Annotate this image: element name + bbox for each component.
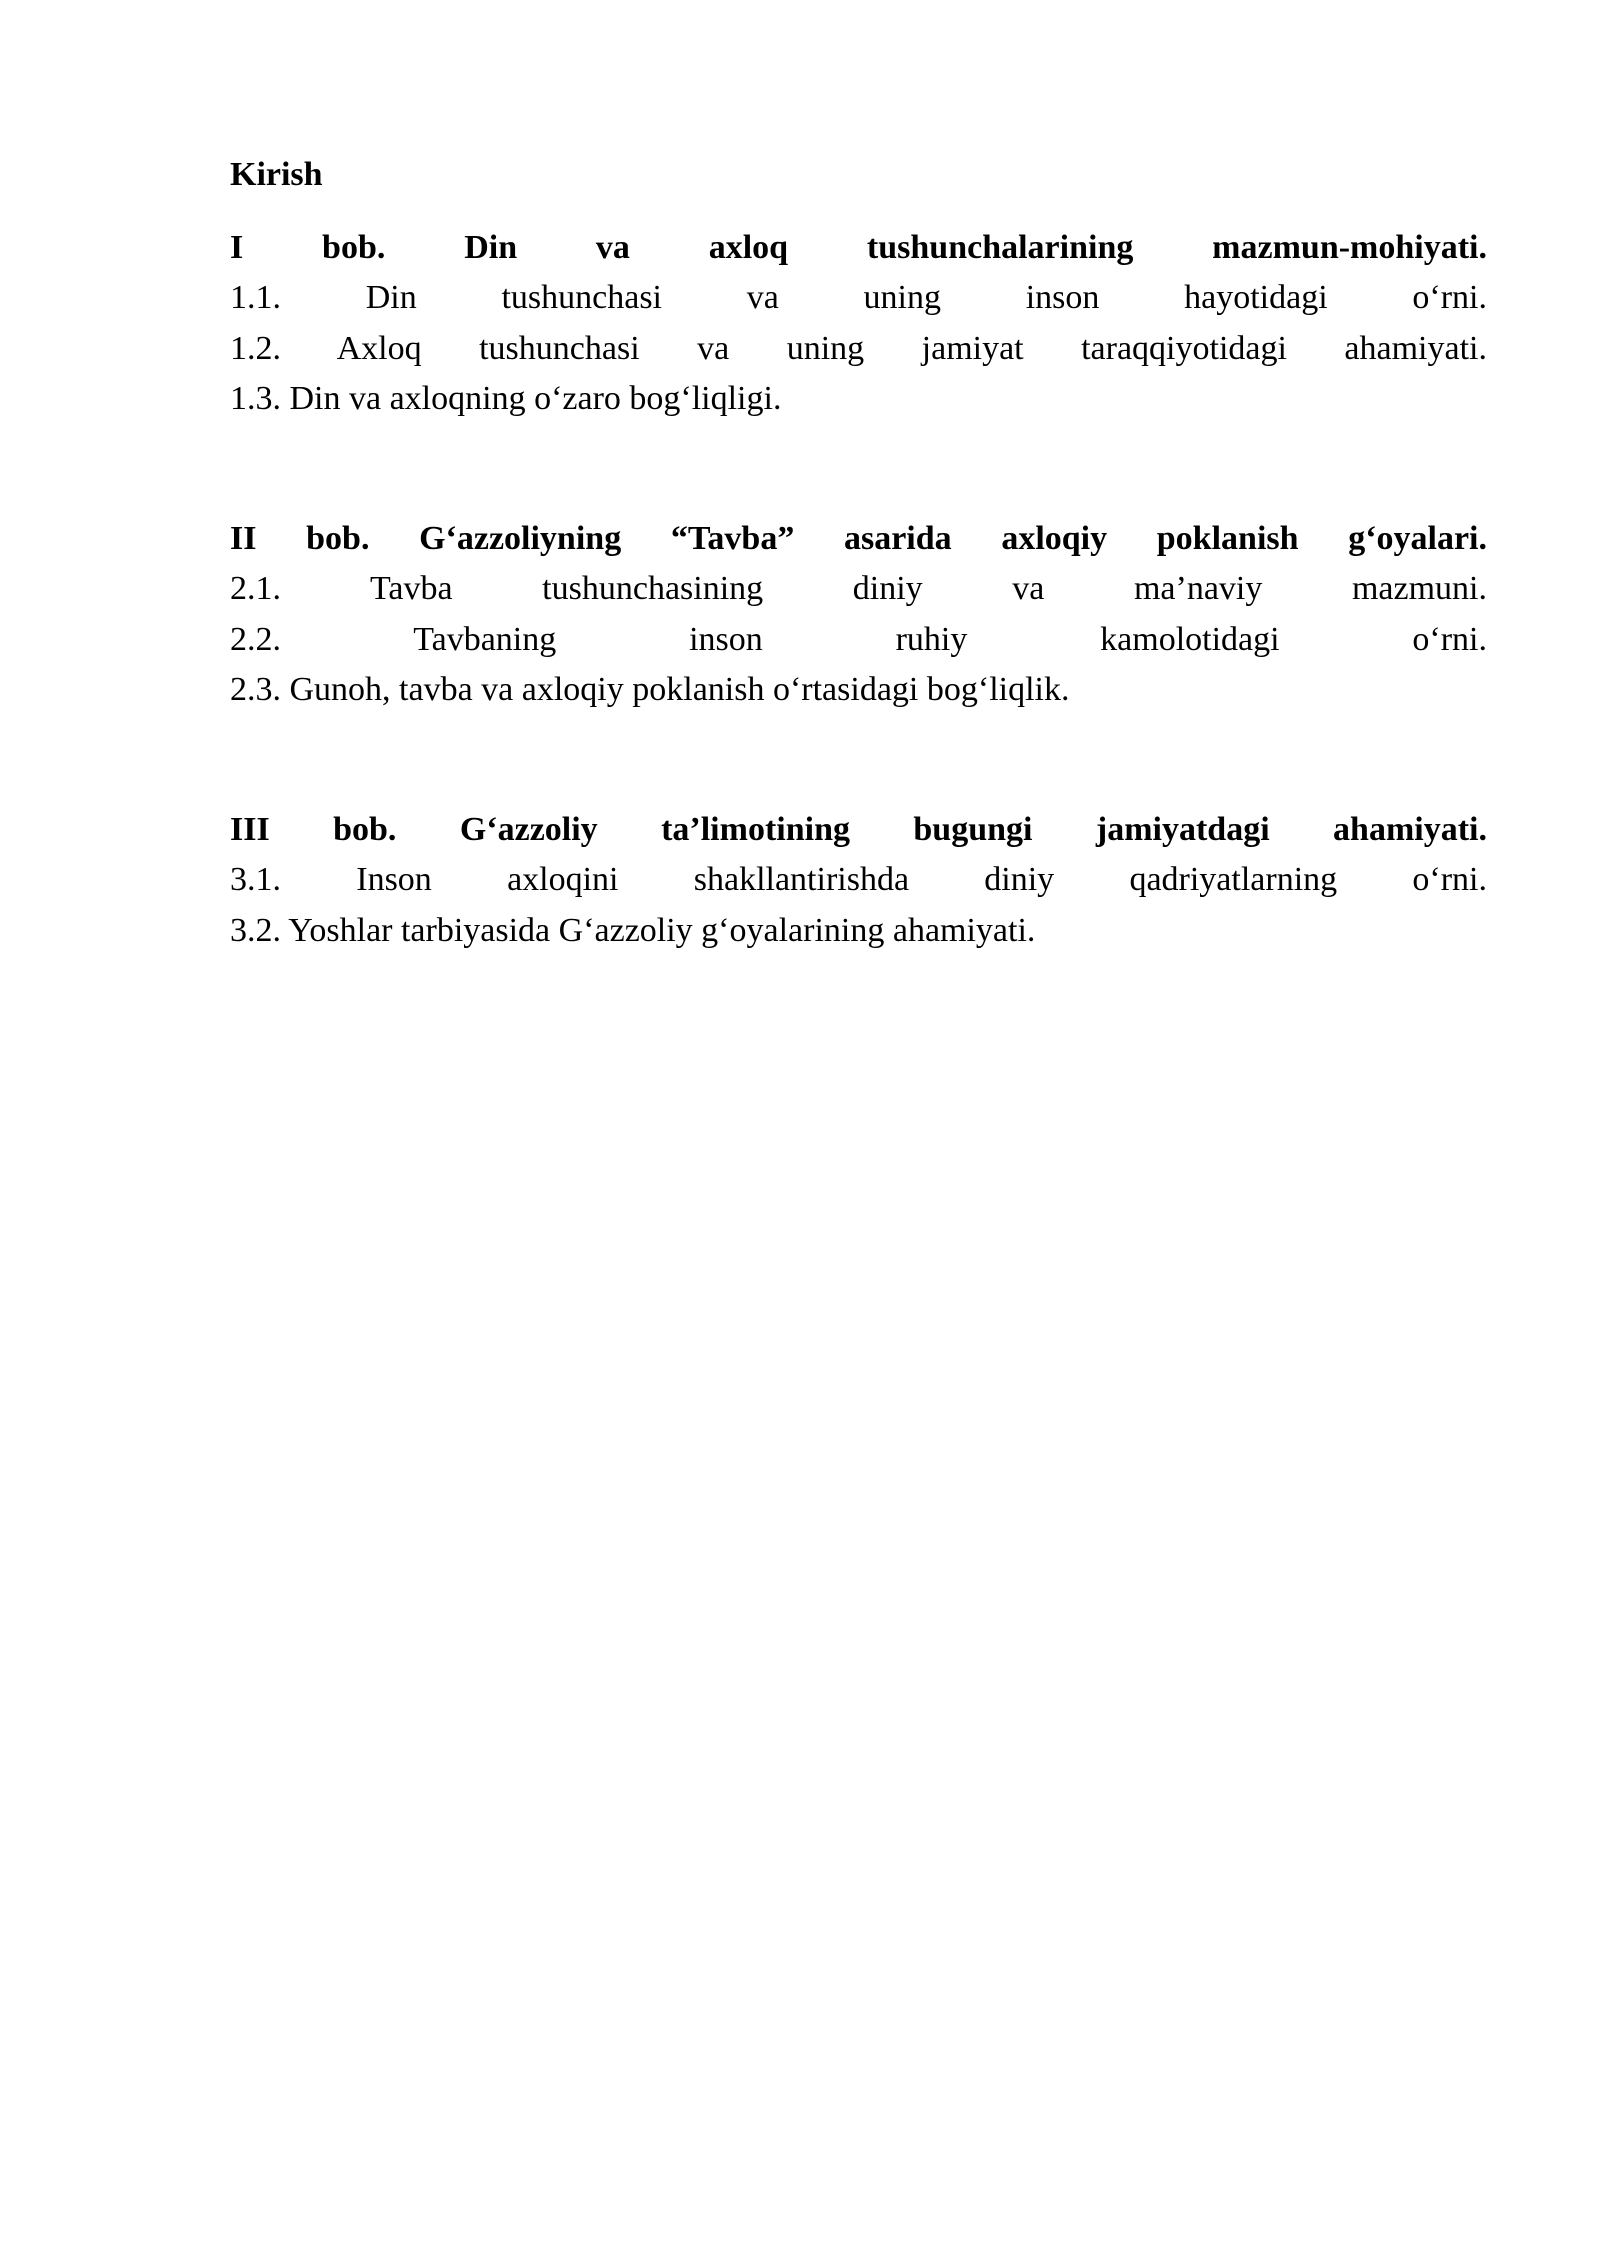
section-item: 3.2. Yoshlar tarbiyasida G‘azzoliy g‘oyalarining ahamiyati. — [230, 911, 1036, 949]
section-item: 2.3. Gunoh, tavba va axloqiy poklanish o‘rtasidagi bog‘liqlik. — [230, 671, 1070, 708]
chapter-title: II bob. G‘azzoliyning “Tavba” asarida axloqiy poklanish g‘oyalari. — [230, 519, 1487, 557]
section-item: 3.1. Inson axloqini shakllantirishda diniy qadriyatlarning o‘rni. — [230, 861, 1487, 898]
chapter-title: I bob. Din va axloq tushunchalarining mazmun-mohiyati. — [230, 228, 1487, 266]
chapter-1 — [230, 223, 1487, 425]
table-of-contents — [230, 150, 1487, 956]
section-item: 2.2. Tavbaning inson ruhiy kamolotidagi o‘rni. — [230, 620, 1487, 658]
intro-heading: Kirish — [230, 156, 323, 193]
chapter-title: III bob. G‘azzoliy ta’limotining bugungi jamiyatdagi ahamiyati. — [230, 810, 1487, 848]
section-item: 2.1. Tavba tushunchasining diniy va ma’naviy mazmuni. — [230, 570, 1487, 607]
chapter-3 — [230, 805, 1487, 957]
section-item: 1.3. Din va axloqning o‘zaro bog‘liqligi. — [230, 380, 782, 417]
section-item: 1.1. Din tushunchasi va uning inson hayotidagi o‘rni. — [230, 279, 1487, 316]
chapter-2 — [230, 514, 1487, 716]
section-item: 1.2. Axloq tushunchasi va uning jamiyat taraqqiyotidagi ahamiyati. — [230, 329, 1487, 367]
